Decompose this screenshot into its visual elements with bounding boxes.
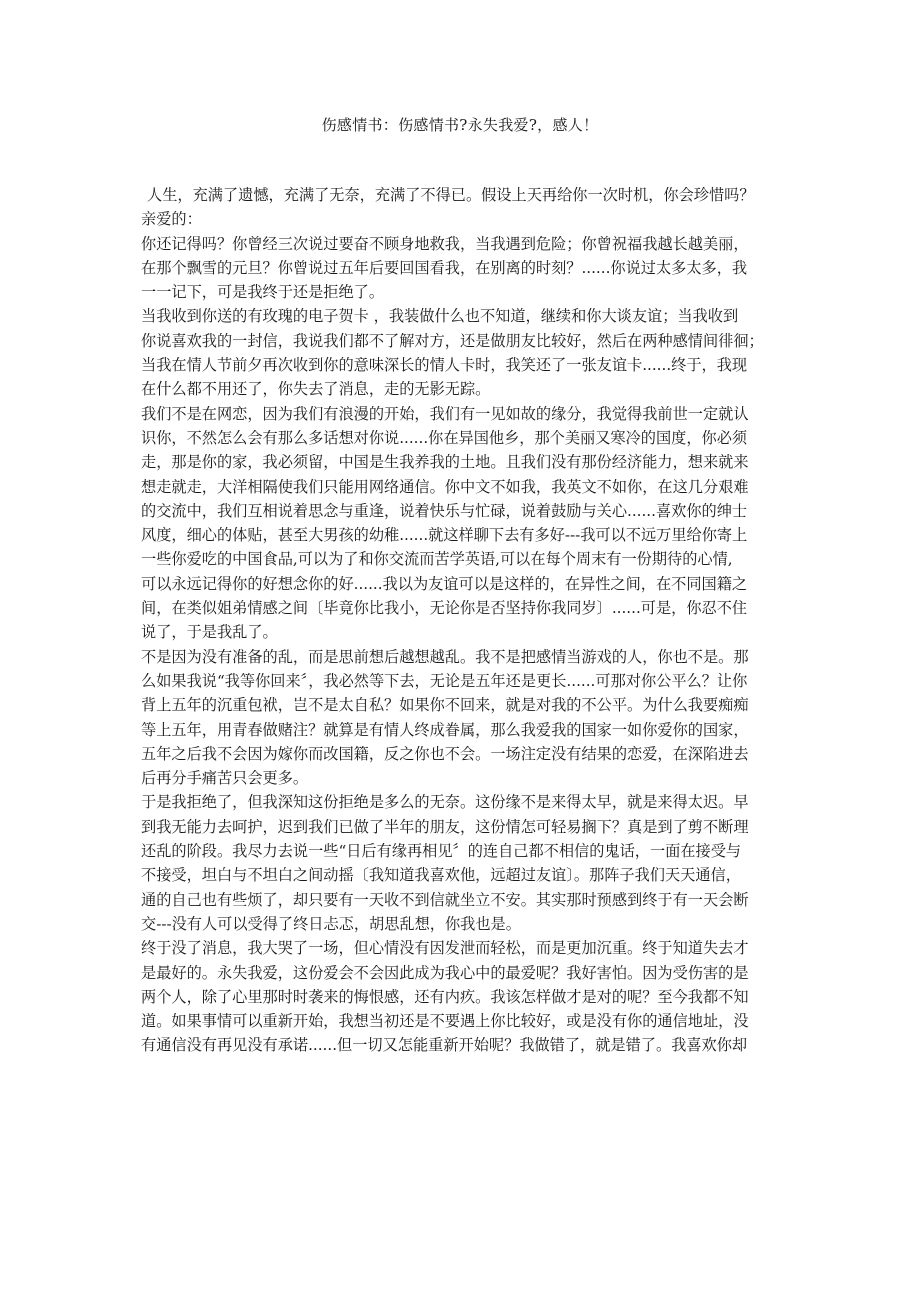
body-line: 终于没了消息，我大哭了一场，但心情没有因发泄而轻松，而是更加沉重。终于知道失去才	[141, 939, 749, 958]
body-line: 你说喜欢我的一封信，我说我们都不了解对方，还是做朋友比较好，然后在两种感情间徘徊；	[141, 331, 764, 350]
body-line: 当我收到你送的有玫瑰的电子贺卡 ，我装做什么也不知道，继续和你大谈友谊；当我收到	[141, 307, 739, 326]
body-line: 一一记下，可是我终于还是拒绝了。	[141, 283, 384, 302]
body-line: 亲爱的：	[141, 210, 202, 229]
body-line: 还乱的阶段。我尽力去说一些“日后有缘再相见〞的连自己都不相信的鬼话，一面在接受与	[141, 842, 742, 861]
body-line: 交---没有人可以受得了终日忐忑，胡思乱想，你我也是。	[141, 914, 521, 933]
body-line: 你还记得吗？你曾经三次说过要奋不顾身地救我，当我遇到危险；你曾祝福我越长越美丽，	[141, 234, 749, 253]
body-line: 五年之后我不会因为嫁你而改国籍，反之你也不会。一场注定没有结果的恋爱，在深陷进去	[141, 744, 749, 763]
document-body	[141, 183, 795, 1058]
document-title: 伤感情书：伤感情书?永失我爱?，感人！	[321, 116, 599, 134]
body-line: 想走就走，大洋相隔使我们只能用网络通信。你中文不如我，我英文不如你，在这几分艰难	[141, 477, 749, 496]
body-line: 等上五年，用青春做赌注？就算是有情人终成眷属，那么我爱我的国家一如你爱你的国家，	[141, 720, 749, 739]
body-line: 当我在情人节前夕再次收到你的意味深长的情人卡时，我笑还了一张友谊卡......终于，我现	[141, 356, 748, 375]
body-line: 说了，于是我乱了。	[141, 623, 278, 642]
body-line: 背上五年的沉重包袱，岂不是太自私？如果你不回来，就是对我的不公平。为什么我要痴痴	[141, 696, 749, 715]
body-line: 在那个飘雪的元旦？你曾说过五年后要回国看我，在别离的时刻？......你说过太多太多，我	[141, 258, 748, 277]
body-line: 到我无能力去呵护，迟到我们已做了半年的朋友，这份情怎可轻易搁下？真是到了剪不断理	[141, 817, 749, 836]
body-line: 走，那是你的家，我必须留，中国是生我养我的土地。且我们没有那份经济能力，想来就来	[141, 453, 749, 472]
body-line: 我们不是在网恋，因为我们有浪漫的开始，我们有一见如故的缘分，我觉得我前世一定就认	[141, 404, 749, 423]
body-line: 不接受，坦白与不坦白之间动摇〔我知道我喜欢他，远超过友谊〕。那阵子我们天天通信，	[141, 866, 741, 885]
body-line: 一些你爱吃的中国食品,可以为了和你交流而苦学英语,可以在每个周末有一份期待的心情,	[141, 550, 733, 569]
body-line: 间，在类似姐弟情感之间〔毕竟你比我小，无论你是否坚持你我同岁〕......可是，你忍不住	[141, 599, 748, 618]
body-line: 的交流中，我们互相说着思念与重逢，说着快乐与忙碌，说着鼓励与关心......喜欢你的绅士	[141, 501, 748, 520]
body-line: 通的自己也有些烦了，却只要有一天收不到信就坐立不安。其实那时预感到终于有一天会断	[141, 890, 749, 909]
body-line: 可以永远记得你的好想念你的好......我以为友谊可以是这样的，在异性之间，在不同国籍之	[141, 574, 748, 593]
body-line: 在什么都不用还了，你失去了消息，走的无影无踪。	[141, 380, 491, 399]
body-line: 不是因为没有准备的乱，而是思前想后越想越乱。我不是把感情当游戏的人，你也不是。那	[141, 647, 749, 666]
body-line: 是最好的。永失我爱，这份爱会不会因此成为我心中的最爱呢？我好害怕。因为受伤害的是	[141, 963, 749, 982]
body-line: 风度，细心的体贴，甚至大男孩的幼稚......就这样聊下去有多好---我可以不远万里给你寄上	[141, 526, 748, 545]
body-line: 道。如果事情可以重新开始，我想当初还是不要遇上你比较好，或是没有你的通信地址，没	[141, 1012, 749, 1031]
body-line: 后再分手痛苦只会更多。	[141, 769, 309, 788]
body-line: 人生，充满了遗憾，充满了无奈，充满了不得已。假设上天再给你一次时机，你会珍惜吗？	[147, 186, 755, 204]
body-line: 于是我拒绝了，但我深知这份拒绝是多么的无奈。这份缘不是来得太早，就是来得太迟。早	[141, 793, 749, 812]
body-line: 么如果我说“我等你回来〞，我必然等下去，无论是五年还是更长......可那对你公平么？让你	[141, 671, 748, 690]
body-line: 两个人，除了心里那时时袭来的悔恨感，还有内疚。我该怎样做才是对的呢？至今我都不知	[141, 987, 749, 1006]
body-line: 有通信没有再见没有承诺......但一切又怎能重新开始呢？我做错了，就是错了。我喜欢你却	[141, 1036, 748, 1055]
body-line: 识你，不然怎么会有那么多话想对你说......你在异国他乡，那个美丽又寒冷的国度，你必须	[141, 428, 748, 447]
